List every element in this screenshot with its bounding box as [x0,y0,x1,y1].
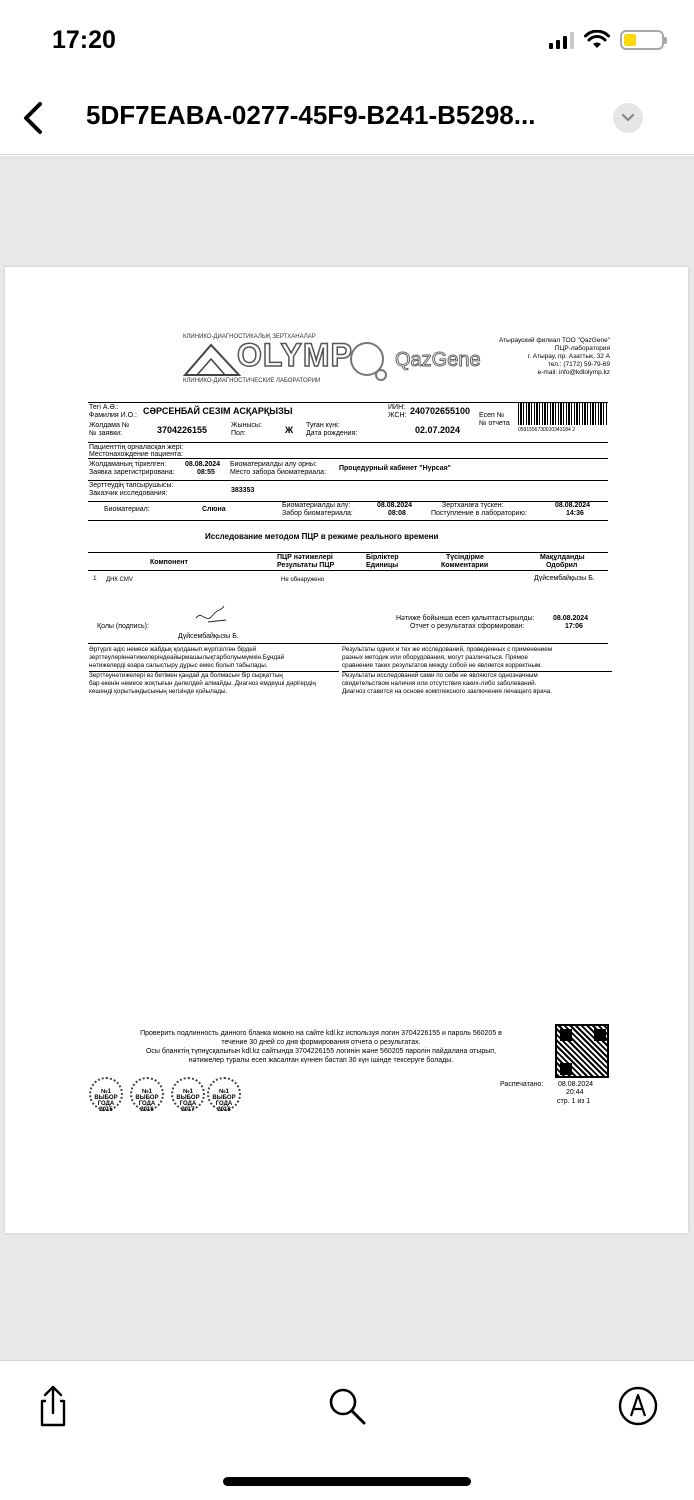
approved-cell: Дүйсембайқызы Б. [534,575,595,582]
award-seal-icon: №1 ВЫБОР ГОДА 2016 [130,1077,164,1111]
patient-sex: Ж [285,425,294,435]
award-seal-icon: №1 ВЫБОР ГОДА 2018 [207,1077,241,1111]
disclaimer-kz: Әртүрлі әдіс немесе жабдық қолданып жүргізілген бірдей зерттеулеріннәтижелеріндеайырмашылықтарболуымүмкін.Бұндай нәтижелерді өзара салыстыру дұрыс емес болып табылады. Зерттеунәтижелері өз бетімен қандай да болмасын бір сырқаттың бар екенін немесе жоқтығын дәлелдей алмайды. Диагноз емдеуші дәрігердің кешенді қорытындысының негізінде қойылады. [89,646,339,696]
status-bar [0,0,694,80]
qr-code [555,1024,609,1078]
component-cell: ДНК CMV [106,577,133,583]
search-icon[interactable] [324,1383,370,1429]
qazgene-brand: QazGene [395,349,481,371]
document-page: КЛИНИКО-ДИАГНОСТИКАЛЫҚ ЗЕРТХАНАЛАР OLYMP КЛИНИКО-ДИАГНОСТИЧЕСКИЕ ЛАБОРАТОРИИ QazGene Атырауский филиал ТОО "QazGene" ПЦР-лаборатория г. Атырау, пр. Азаттык, 32 А тел.: (7172) 59-79-69 e-mail: info@kdlolymp.kz Тегі А.Ә.: Фамилия И.О.: СӘРСЕНБАЙ СЕЗІМ АСҚАРҚЫЗЫ ИИН: ЖСН: 240702655100 Есеп № № отчета 0591556730010343184 2 Жолдама № № заявки: 3704226155 Жынысы: Пол: Ж Туған күні: Дата рождения: 02.07.2024 Пациенттің орналасқан жері: Местонахождение пациента: Жолдаманың тіркелген: Заявка зарегистрирована: 08.08.2024 08:55 Биоматериалды алу орны: Место забора биоматериала: Процедурный кабинет "Нурсая" Зерттеудің тапсырушысы: Заказчик исследования: 383353 Биоматериал: Слюна Биоматериалды алу: Забор биоматериала: 08.08.2024 08:08 Зертханаға түскен: Поступление в лабораторию: 08.08.2024 14:36 Исследование методом ПЦР в режиме реального времени Компонент ПЦР нәтижелері Результаты ПЦР Бірліктер Единицы Түсіндірме Комментарии Мақұлданды Одобрил 1 ДНК CMV Не обнаружено Дүйсембайқызы Б. Қолы (подпись): Дүйсембайқызы Б. Нәтиже бойынша есеп қалыптастырылды: Отчет о результатах сформирован: 08.08.2024 17:06 Әртүрлі әдіс немесе жабдық қолданып жүргізілген бірдей зерттеулеріннәтижелеріндеайырмашылықтарболуымүмкін.Бұндай нәтижелерді өзара салыстыру дұрыс емес болып табылады. Зерттеунәтижелері өз бетімен қандай да болмасын бір сырқаттың бар екенін немесе жоқтығын дәлелдей алмайды. Диагноз емдеуші дәрігердің кешенді қорытындысының негізінде қойылады. Результаты одних и тех же исследований, проведенных с применением разных методик или оборудования, могут различаться. Прямое сравнение таких результатов между собой не является корректным. Результаты исследований сами по себе не являются однозначным свидетельством наличия или отсутствия каких-либо заболеваний. Диагноз ставится на основе комплексного заключения лечащего врача. Проверить подлинность данного бланка можно на сайте kdl.kz используя логин 3704226155 и пароль 560205 в течение 30 дней со дня формирования отчета о результатах. Осы бланктің түпнұсқалығын kdl.kz сайтында 3704226155 логинін және 560205 паролін пайдалана отырып, нәтижелер туралы есеп жасалған күннен бастап 30 күн ішінде тексеруге болады. №1 ВЫБОР ГОДА 2015 №1 ВЫБОР ГОДА 2016 №1 ВЫБОР ГОДА 2017 №1 ВЫБОР ГОДА 2018 Распечатано: 08.08.2024 20:44 стр. 1 из 1 [5,267,688,1233]
birth-date: 02.07.2024 [415,425,461,435]
battery-icon [620,30,664,50]
markup-icon[interactable] [615,1383,661,1429]
document-viewer[interactable] [0,156,694,1360]
wifi-icon [584,30,610,50]
title-chevron-icon [613,103,643,133]
logo-line-ru: КЛИНИКО-ДИАГНОСТИЧЕСКИЕ ЛАБОРАТОРИИ [183,378,321,384]
home-indicator[interactable] [223,1477,471,1486]
disclaimer-ru: Результаты одних и тех же исследований, проведенных с применением разных методик или оборудования, могут различаться. Прямое сравнение таких результатов между собой не является корректным. Результаты исследований сами по себе не являются однозначным свидетельством наличия или отсутствия каких-либо заболеваний. Диагноз ставится на основе комплексного заключения лечащего врача. [342,646,612,696]
mountain-logo-icon [183,341,243,377]
study-title: Исследование методом ПЦР в режиме реального времени [205,532,439,541]
branch-info: Атырауский филиал ТОО "QazGene" ПЦР-лаборатория г. Атырау, пр. Азаттык, 32 А тел.: (7172) 59-79-69 e-mail: info@kdlolymp.kz [499,337,610,376]
barcode [518,403,608,425]
patient-name: СӘРСЕНБАЙ СЕЗІМ АСҚАРҚЫЗЫ [143,406,293,416]
result-cell: Не обнаружено [281,577,325,583]
patient-iin: 240702655100 [410,406,471,416]
signature-icon [194,604,230,628]
nav-bar [0,80,694,155]
signal-icon [549,31,574,49]
back-chevron-icon[interactable] [18,98,52,138]
award-seal-icon: №1 ВЫБОР ГОДА 2015 [89,1077,123,1111]
verification-text: Проверить подлинность данного бланка можно на сайте kdl.kz используя логин 3704226155 и пароль 560205 в течение 30 дней со дня формирования отчета о результатах. Осы бланктің түпнұсқалығын kdl.kz сайтында 3704226155 логинін және 560205 паролін пайдалана отырып, нәтижелер туралы есеп жасалған күннен бастап 30 күн ішінде тексеруге болады. [140,1030,502,1064]
status-time: 17:20 [52,26,116,54]
qazgene-logo-icon [347,339,391,383]
document-title[interactable]: 5DF7EABA-0277-45F9-B241-B5298... [86,100,536,130]
logo-line-kz: КЛИНИКО-ДИАГНОСТИКАЛЫҚ ЗЕРТХАНАЛАР [183,334,316,340]
share-icon[interactable] [30,1383,76,1429]
bottom-toolbar [0,1360,694,1500]
award-seal-icon: №1 ВЫБОР ГОДА 2017 [171,1077,205,1111]
title-menu-button[interactable] [613,103,643,133]
olymp-brand: OLYMP [237,337,353,373]
request-number: 3704226155 [157,425,208,435]
